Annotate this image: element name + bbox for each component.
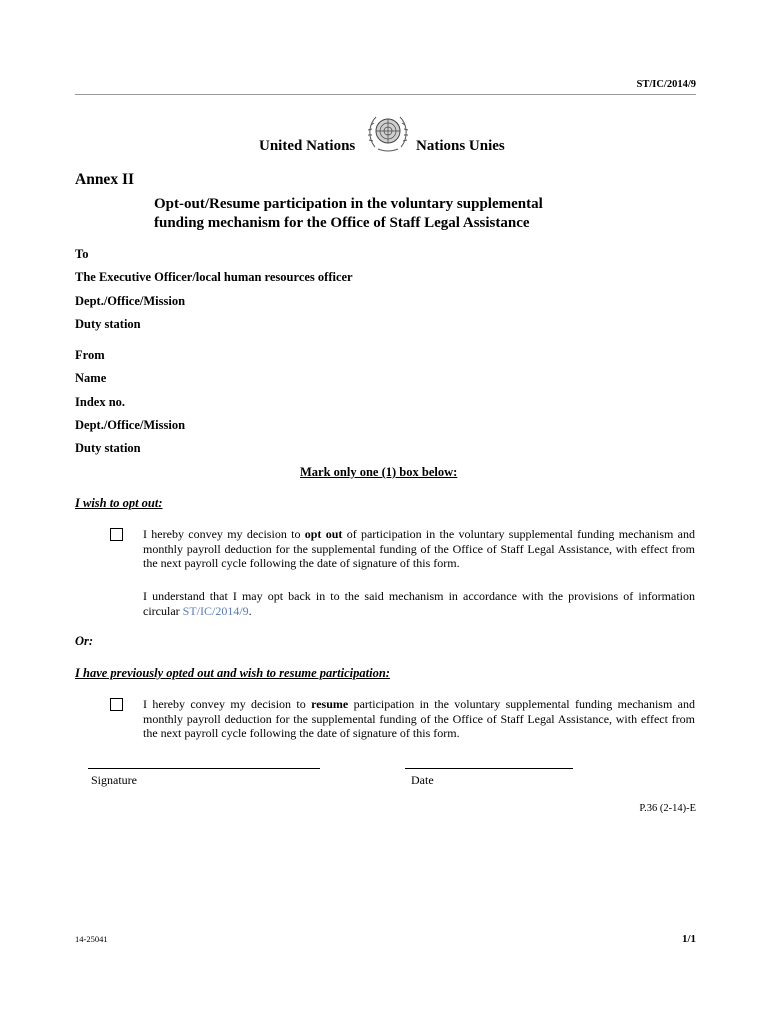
signature-line[interactable]	[88, 768, 320, 769]
to-duty-station-field[interactable]: Duty station	[75, 317, 141, 331]
org-name-french: Nations Unies	[416, 138, 505, 154]
circular-link[interactable]: ST/IC/2014/9	[182, 603, 249, 618]
annex-heading: Annex II	[75, 171, 135, 188]
from-label: From	[75, 348, 105, 362]
date-line[interactable]	[405, 768, 573, 769]
opt-out-paragraph	[143, 527, 695, 571]
form-title-line-1: Opt-out/Resume participation in the voluntary supplemental	[154, 196, 543, 212]
instruction-text: Mark only one (1) box below:	[300, 465, 458, 479]
opt-out-note-post: .	[248, 603, 252, 618]
or-label: Or:	[75, 634, 94, 648]
from-duty-station-field[interactable]: Duty station	[75, 441, 141, 455]
opt-out-text-pre: I hereby convey my decision to	[143, 527, 305, 541]
resume-paragraph	[143, 697, 695, 741]
resume-heading: I have previously opted out and wish to resume participation:	[75, 666, 390, 680]
org-name-english: United Nations	[259, 138, 356, 154]
signature-label: Signature	[91, 773, 137, 787]
header-rule	[75, 94, 696, 95]
name-field[interactable]: Name	[75, 371, 107, 385]
date-label: Date	[411, 773, 434, 787]
document-symbol: ST/IC/2014/9	[636, 79, 696, 90]
opt-out-heading: I wish to opt out:	[75, 496, 163, 510]
to-label: To	[75, 247, 89, 261]
opt-out-checkbox[interactable]	[110, 528, 123, 541]
job-number: 14-25041	[75, 934, 108, 944]
page-number: 1/1	[681, 933, 696, 945]
resume-text-bold: resume	[311, 697, 349, 711]
opt-out-note-pre: I understand that I may opt back in to the said mechanism in accordance with the provisions of information circular	[143, 589, 695, 618]
from-dept-field[interactable]: Dept./Office/Mission	[75, 418, 186, 432]
un-emblem-icon	[366, 111, 410, 155]
opt-out-note	[143, 589, 695, 618]
opt-out-text-post: of participation in the voluntary supplemental funding mechanism and monthly payroll deduction for the supplemental funding of the Office of Staff Legal Assistance, with effect from the next payroll cycle following the date of signature of this form.	[143, 527, 695, 570]
form-code: P.36 (2-14)-E	[639, 803, 696, 814]
recipient-field[interactable]: The Executive Officer/local human resources officer	[75, 270, 353, 284]
resume-checkbox[interactable]	[110, 698, 123, 711]
resume-text-post: participation in the voluntary supplemental funding mechanism and monthly payroll deduction for the supplemental funding of the Office of Staff Legal Assistance, with effect from the next payroll cycle following the date of signature of this form.	[143, 697, 695, 740]
index-no-field[interactable]: Index no.	[75, 395, 126, 409]
resume-text-pre: I hereby convey my decision to	[143, 697, 312, 711]
opt-out-text-bold: opt out	[304, 527, 343, 541]
form-title-line-2: funding mechanism for the Office of Staff Legal Assistance	[154, 215, 530, 231]
form-title	[154, 195, 624, 233]
to-dept-field[interactable]: Dept./Office/Mission	[75, 294, 186, 308]
